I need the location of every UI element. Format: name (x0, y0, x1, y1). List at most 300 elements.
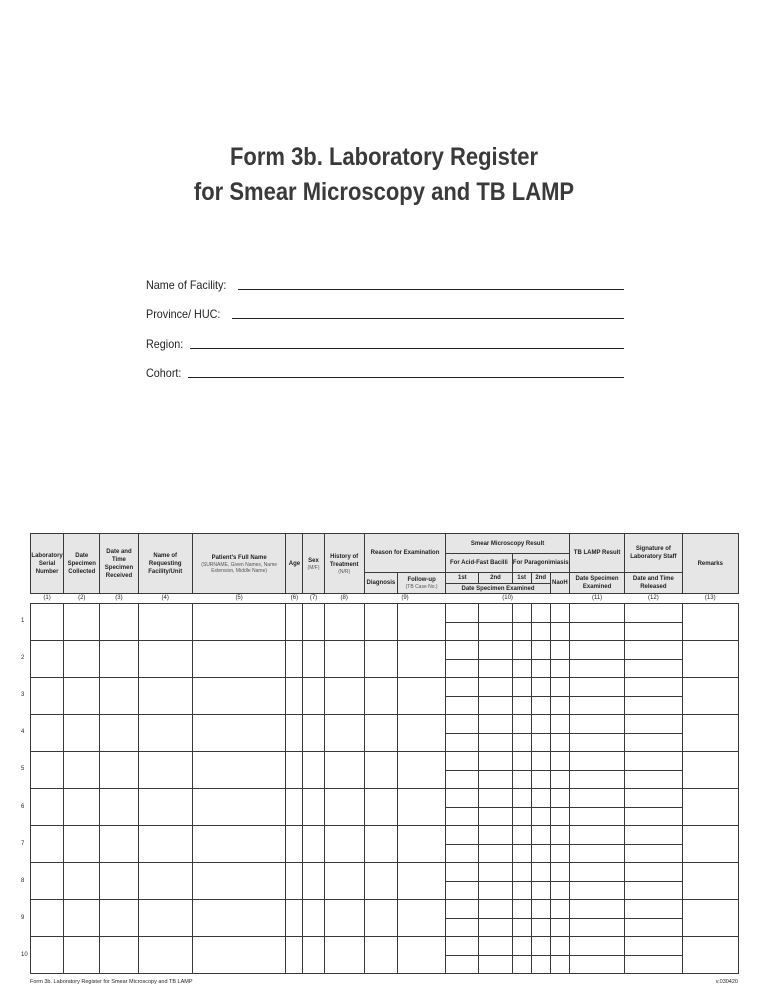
register-cell[interactable] (512, 659, 531, 678)
register-cell[interactable] (286, 715, 303, 752)
register-row (31, 715, 739, 734)
row-number-label: 8 (21, 878, 25, 884)
header-sex-title: Sex (308, 557, 319, 564)
header-date-received: Date and Time Specimen Received (100, 534, 138, 594)
register-cell[interactable] (31, 752, 64, 789)
register-cell[interactable] (446, 937, 479, 956)
register-cell[interactable] (286, 937, 303, 974)
register-remarks-cell[interactable] (682, 789, 738, 826)
register-row (31, 678, 739, 697)
register-cell[interactable] (625, 881, 682, 900)
column-number-10: (10) (446, 594, 570, 604)
register-cell[interactable] (303, 826, 324, 863)
register-cell[interactable] (446, 955, 479, 974)
row-number-label: 7 (21, 840, 25, 847)
register-cell[interactable] (64, 826, 100, 863)
register-cell[interactable] (192, 715, 286, 752)
register-cell[interactable] (64, 641, 100, 678)
region-field[interactable] (190, 348, 624, 349)
register-cell[interactable] (569, 715, 624, 734)
register-cell[interactable] (625, 715, 682, 734)
register-cell[interactable] (512, 715, 531, 734)
register-cell[interactable] (625, 752, 682, 771)
header-sex-sub: (M/F) (307, 564, 320, 571)
header-sex (303, 534, 324, 594)
row-number-label: 10 (21, 952, 28, 959)
header-afb-first: 1st (446, 573, 479, 584)
register-cell[interactable] (625, 678, 682, 697)
register-cell[interactable] (397, 678, 445, 715)
register-cell[interactable] (531, 641, 550, 660)
register-cell[interactable] (303, 715, 324, 752)
register-cell[interactable] (397, 752, 445, 789)
register-cell[interactable] (531, 622, 550, 641)
register-cell[interactable] (512, 881, 531, 900)
register-cell[interactable] (512, 622, 531, 641)
register-cell[interactable] (625, 844, 682, 863)
register-cell[interactable] (31, 937, 64, 974)
register-cell[interactable] (64, 604, 100, 641)
register-cell[interactable] (303, 678, 324, 715)
register-cell[interactable] (446, 863, 479, 882)
column-number-11: (11) (569, 594, 624, 604)
register-cell[interactable] (286, 863, 303, 900)
register-cell[interactable] (531, 826, 550, 845)
register-cell[interactable] (324, 715, 364, 752)
register-cell[interactable] (625, 789, 682, 808)
register-cell[interactable] (550, 659, 569, 678)
register-remarks-cell[interactable] (682, 937, 738, 974)
register-cell[interactable] (324, 826, 364, 863)
register-cell[interactable] (100, 678, 138, 715)
register-cell[interactable] (550, 733, 569, 752)
header-patient-name (192, 534, 286, 594)
register-cell[interactable] (512, 918, 531, 937)
register-cell[interactable] (569, 733, 624, 752)
register-cell[interactable] (364, 937, 397, 974)
register-cell[interactable] (303, 604, 324, 641)
register-cell[interactable] (625, 733, 682, 752)
register-cell[interactable] (531, 955, 550, 974)
register-cell[interactable] (138, 715, 192, 752)
register-cell[interactable] (64, 863, 100, 900)
register-cell[interactable] (138, 863, 192, 900)
register-cell[interactable] (531, 900, 550, 919)
register-row (31, 752, 739, 771)
register-cell[interactable] (479, 659, 512, 678)
register-cell[interactable] (569, 918, 624, 937)
register-cell[interactable] (138, 789, 192, 826)
register-cell[interactable] (569, 604, 624, 623)
register-cell[interactable] (138, 604, 192, 641)
register-cell[interactable] (550, 678, 569, 697)
register-cell[interactable] (446, 789, 479, 808)
register-cell[interactable] (531, 918, 550, 937)
register-cell[interactable] (531, 752, 550, 771)
register-cell[interactable] (100, 641, 138, 678)
register-cell[interactable] (512, 604, 531, 623)
register-cell[interactable] (625, 807, 682, 826)
register-cell[interactable] (364, 789, 397, 826)
register-remarks-cell[interactable] (682, 863, 738, 900)
register-cell[interactable] (479, 715, 512, 734)
register-cell[interactable] (397, 604, 445, 641)
register-cell[interactable] (479, 863, 512, 882)
register-cell[interactable] (512, 826, 531, 845)
register-cell[interactable] (550, 918, 569, 937)
register-cell[interactable] (364, 826, 397, 863)
register-cell[interactable] (625, 696, 682, 715)
register-cell[interactable] (479, 789, 512, 808)
register-cell[interactable] (364, 641, 397, 678)
register-cell[interactable] (31, 826, 64, 863)
column-number-9: (9) (364, 594, 445, 604)
register-cell[interactable] (512, 807, 531, 826)
register-cell[interactable] (64, 752, 100, 789)
register-cell[interactable] (446, 900, 479, 919)
register-cell[interactable] (397, 863, 445, 900)
register-cell[interactable] (569, 752, 624, 771)
column-number-8: (8) (324, 594, 364, 604)
register-cell[interactable] (31, 604, 64, 641)
register-cell[interactable] (550, 807, 569, 826)
register-body (31, 604, 739, 974)
register-cell[interactable] (100, 604, 138, 641)
register-cell[interactable] (569, 622, 624, 641)
register-cell[interactable] (100, 937, 138, 974)
register-cell[interactable] (625, 900, 682, 919)
register-cell[interactable] (531, 863, 550, 882)
register-cell[interactable] (550, 955, 569, 974)
register-cell[interactable] (569, 789, 624, 808)
register-cell[interactable] (397, 715, 445, 752)
register-cell[interactable] (31, 863, 64, 900)
cohort-field[interactable] (188, 377, 624, 378)
register-cell[interactable] (64, 900, 100, 937)
register-cell[interactable] (569, 937, 624, 956)
register-cell[interactable] (479, 678, 512, 697)
header-patient-name-sub: (SURNAME, Given Names, Name Extension, Middle Name) (201, 561, 278, 574)
register-cell[interactable] (324, 937, 364, 974)
register-cell[interactable] (192, 752, 286, 789)
register-cell[interactable] (64, 715, 100, 752)
header-signature: Signature of Laboratory Staff (625, 534, 682, 573)
register-cell[interactable] (286, 789, 303, 826)
register-cell[interactable] (479, 844, 512, 863)
column-number-1: (1) (31, 594, 64, 604)
register-cell[interactable] (303, 789, 324, 826)
register-cell[interactable] (550, 789, 569, 808)
register-cell[interactable] (531, 733, 550, 752)
register-cell[interactable] (192, 900, 286, 937)
register-cell[interactable] (479, 918, 512, 937)
register-cell[interactable] (324, 641, 364, 678)
register-cell[interactable] (192, 641, 286, 678)
register-cell[interactable] (286, 752, 303, 789)
register-cell[interactable] (364, 863, 397, 900)
header-para-second: 2nd (531, 573, 550, 584)
register-cell[interactable] (192, 678, 286, 715)
register-cell[interactable] (446, 752, 479, 771)
register-cell[interactable] (569, 863, 624, 882)
register-cell[interactable] (446, 881, 479, 900)
register-cell[interactable] (550, 641, 569, 660)
register-cell[interactable] (550, 604, 569, 623)
header-date-examined: Date Specimen Examined (446, 584, 551, 594)
register-cell[interactable] (531, 696, 550, 715)
register-cell[interactable] (286, 826, 303, 863)
register-cell[interactable] (446, 770, 479, 789)
register-remarks-cell[interactable] (682, 826, 738, 863)
register-cell[interactable] (100, 789, 138, 826)
header-afb: For Acid-Fast Bacilli (446, 554, 512, 573)
register-cell[interactable] (625, 622, 682, 641)
register-cell[interactable] (625, 955, 682, 974)
register-cell[interactable] (446, 918, 479, 937)
header-followup (397, 573, 445, 594)
register-remarks-cell[interactable] (682, 678, 738, 715)
register-cell[interactable] (286, 900, 303, 937)
register-cell[interactable] (100, 900, 138, 937)
register-cell[interactable] (364, 678, 397, 715)
cohort-row (146, 351, 624, 381)
register-cell[interactable] (397, 789, 445, 826)
header-paragonimiasis: For Paragonimiasis (512, 554, 569, 573)
header-naoh: NaoH (550, 573, 569, 594)
register-cell[interactable] (479, 937, 512, 956)
register-cell[interactable] (324, 678, 364, 715)
register-cell[interactable] (550, 770, 569, 789)
register-cell[interactable] (479, 881, 512, 900)
register-cell[interactable] (625, 770, 682, 789)
register-cell[interactable] (550, 715, 569, 734)
register-cell[interactable] (569, 807, 624, 826)
register-cell[interactable] (550, 826, 569, 845)
facility-name-label: Name of Facility: (146, 277, 227, 292)
register-cell[interactable] (286, 678, 303, 715)
register-cell[interactable] (100, 826, 138, 863)
register-cell[interactable] (550, 622, 569, 641)
register-cell[interactable] (397, 641, 445, 678)
header-age: Age (286, 534, 303, 594)
register-cell[interactable] (100, 752, 138, 789)
register-cell[interactable] (512, 844, 531, 863)
row-number-label: 1 (21, 617, 25, 624)
register-cell[interactable] (625, 826, 682, 845)
register-cell[interactable] (303, 937, 324, 974)
register-cell[interactable] (550, 696, 569, 715)
register-cell[interactable] (531, 770, 550, 789)
register-cell[interactable] (625, 659, 682, 678)
register-cell[interactable] (286, 604, 303, 641)
register-cell[interactable] (569, 659, 624, 678)
register-cell[interactable] (446, 696, 479, 715)
register-cell[interactable] (512, 900, 531, 919)
register-cell[interactable] (531, 715, 550, 734)
register-cell[interactable] (569, 641, 624, 660)
register-cell[interactable] (31, 641, 64, 678)
register-cell[interactable] (446, 622, 479, 641)
register-cell[interactable] (31, 900, 64, 937)
register-cell[interactable] (303, 900, 324, 937)
register-cell[interactable] (569, 955, 624, 974)
register-cell[interactable] (479, 770, 512, 789)
register-cell[interactable] (138, 937, 192, 974)
province-field[interactable] (232, 318, 624, 319)
register-cell[interactable] (479, 733, 512, 752)
register-cell[interactable] (479, 641, 512, 660)
register-cell[interactable] (512, 733, 531, 752)
register-cell[interactable] (31, 789, 64, 826)
register-row (31, 900, 739, 919)
register-cell[interactable] (364, 604, 397, 641)
header-remarks: Remarks (682, 534, 738, 594)
register-cell[interactable] (479, 826, 512, 845)
register-cell[interactable] (100, 863, 138, 900)
facility-name-row (146, 262, 624, 292)
register-cell[interactable] (303, 863, 324, 900)
register-remarks-cell[interactable] (682, 752, 738, 789)
register-cell[interactable] (479, 900, 512, 919)
register-cell[interactable] (446, 678, 479, 697)
register-cell[interactable] (364, 715, 397, 752)
register-cell[interactable] (446, 826, 479, 845)
register-row (31, 604, 739, 623)
register-cell[interactable] (303, 641, 324, 678)
register-cell[interactable] (625, 918, 682, 937)
register-cell[interactable] (512, 863, 531, 882)
register-cell[interactable] (625, 641, 682, 660)
column-number-13: (13) (682, 594, 738, 604)
register-cell[interactable] (446, 604, 479, 623)
register-row (31, 789, 739, 808)
register-cell[interactable] (192, 826, 286, 863)
register-cell[interactable] (512, 752, 531, 771)
register-cell[interactable] (512, 678, 531, 697)
register-cell[interactable] (479, 807, 512, 826)
facility-name-field[interactable] (238, 289, 624, 290)
register-cell[interactable] (364, 900, 397, 937)
register-cell[interactable] (531, 881, 550, 900)
register-cell[interactable] (569, 881, 624, 900)
register-cell[interactable] (479, 752, 512, 771)
register-cell[interactable] (324, 752, 364, 789)
register-remarks-cell[interactable] (682, 900, 738, 937)
register-cell[interactable] (446, 807, 479, 826)
register-cell[interactable] (64, 937, 100, 974)
register-cell[interactable] (324, 604, 364, 641)
register-cell[interactable] (446, 844, 479, 863)
register-cell[interactable] (364, 752, 397, 789)
register-cell[interactable] (397, 937, 445, 974)
register-cell[interactable] (550, 881, 569, 900)
register-remarks-cell[interactable] (682, 641, 738, 678)
register-cell[interactable] (512, 641, 531, 660)
register-cell[interactable] (446, 715, 479, 734)
register-remarks-cell[interactable] (682, 715, 738, 752)
header-lamp-date: Date Specimen Examined (569, 573, 624, 594)
register-cell[interactable] (569, 826, 624, 845)
footer-version: v.030420 (715, 979, 738, 985)
register-cell[interactable] (192, 937, 286, 974)
register-cell[interactable] (512, 789, 531, 808)
register-cell[interactable] (64, 789, 100, 826)
register-cell[interactable] (286, 641, 303, 678)
register-cell[interactable] (31, 715, 64, 752)
register-cell[interactable] (531, 844, 550, 863)
register-cell[interactable] (569, 696, 624, 715)
header-patient-name-title: Patient's Full Name (211, 554, 267, 561)
register-cell[interactable] (324, 900, 364, 937)
register-cell[interactable] (31, 678, 64, 715)
register-cell[interactable] (531, 789, 550, 808)
register-cell[interactable] (625, 937, 682, 956)
row-number-label: 4 (21, 729, 25, 736)
register-cell[interactable] (569, 770, 624, 789)
column-number-12: (12) (625, 594, 682, 604)
register-cell[interactable] (550, 900, 569, 919)
register-cell[interactable] (397, 826, 445, 863)
register-cell[interactable] (512, 937, 531, 956)
register-cell[interactable] (531, 604, 550, 623)
register-cell[interactable] (550, 752, 569, 771)
header-afb-second: 2nd (479, 573, 512, 584)
register-cell[interactable] (531, 807, 550, 826)
form-title (46, 140, 722, 210)
register-cell[interactable] (138, 678, 192, 715)
register-cell[interactable] (138, 826, 192, 863)
register-cell[interactable] (192, 789, 286, 826)
register-cell[interactable] (512, 696, 531, 715)
register-cell[interactable] (397, 900, 445, 937)
register-cell[interactable] (531, 659, 550, 678)
register-cell[interactable] (479, 955, 512, 974)
register-cell[interactable] (446, 659, 479, 678)
register-cell[interactable] (625, 863, 682, 882)
register-cell[interactable] (138, 900, 192, 937)
region-row (146, 321, 624, 351)
register-cell[interactable] (192, 604, 286, 641)
register-cell[interactable] (446, 641, 479, 660)
register-cell[interactable] (569, 844, 624, 863)
register-cell[interactable] (138, 641, 192, 678)
header-para-first: 1st (512, 573, 531, 584)
register-cell[interactable] (64, 678, 100, 715)
register-cell[interactable] (479, 604, 512, 623)
header-date-collected: Date Specimen Collected (64, 534, 100, 594)
register-cell[interactable] (192, 863, 286, 900)
register-cell[interactable] (303, 752, 324, 789)
register-cell[interactable] (550, 844, 569, 863)
register-cell[interactable] (324, 863, 364, 900)
register-cell[interactable] (138, 752, 192, 789)
register-cell[interactable] (625, 604, 682, 623)
register-cell[interactable] (569, 900, 624, 919)
register-cell[interactable] (479, 622, 512, 641)
register-cell[interactable] (550, 863, 569, 882)
register-cell[interactable] (569, 678, 624, 697)
register-cell[interactable] (446, 733, 479, 752)
register-cell[interactable] (550, 937, 569, 956)
register-remarks-cell[interactable] (682, 604, 738, 641)
register-cell[interactable] (531, 937, 550, 956)
register-cell[interactable] (324, 789, 364, 826)
register-cell[interactable] (531, 678, 550, 697)
register-cell[interactable] (512, 955, 531, 974)
register-cell[interactable] (512, 770, 531, 789)
register-cell[interactable] (100, 715, 138, 752)
register-cell[interactable] (479, 696, 512, 715)
